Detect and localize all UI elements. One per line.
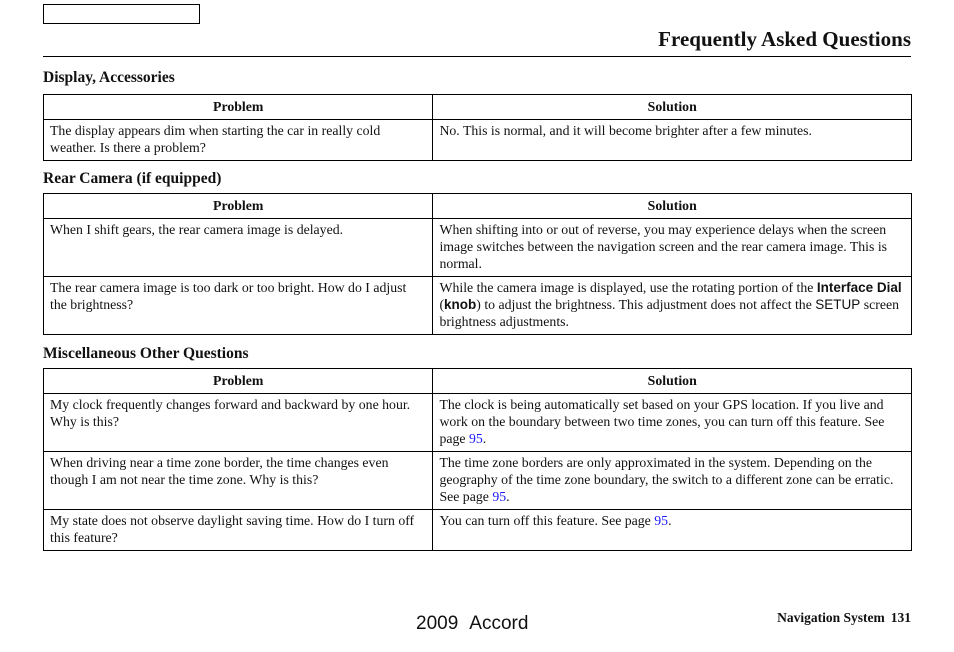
solution-text: ( [439,296,445,312]
solution-cell: The clock is being automatically set based on your GPS location. If you live and work on the boundary between two time zones, you can turn off this feature. See page 95. [433,394,912,452]
table-row [44,452,912,510]
faq-table-misc [43,368,912,551]
table-row [44,394,912,452]
problem-cell: My state does not observe daylight saving time. How do I turn off this feature? [44,510,433,551]
solution-text: While the camera image is displayed, use the rotating portion of the [439,280,817,295]
solution-text: The time zone borders are only approximated in the system. Depending on the geography of the time zone boundary, the switch to a different zone can be erratic. See page [439,455,894,504]
interface-dial-label: Interface Dial [816,280,902,295]
solution-cell: No. This is normal, and it will become brighter after a few minutes. [433,120,912,161]
footer-nav [777,610,911,626]
model-name: Accord [469,613,529,634]
footer-model [416,613,528,635]
header-tab-box [43,4,200,24]
table-row [44,510,912,551]
solution-cell: The time zone borders are only approximated in the system. Depending on the geography of the time zone boundary, the switch to a different zone can be erratic. See page 95. [433,452,912,510]
problem-cell: The rear camera image is too dark or too bright. How do I adjust the brightness? [44,277,433,335]
footer-section-name: Navigation System [777,610,885,625]
page-link[interactable]: 95 [468,430,483,446]
solution-cell [433,277,912,335]
table-row [44,219,912,277]
page-link[interactable]: 95 [492,488,507,504]
column-header-solution: Solution [433,369,912,394]
model-year: 2009 [416,613,459,634]
page-number: 131 [890,610,911,625]
column-header-solution: Solution [433,194,912,219]
faq-table-rear-camera [43,193,912,335]
solution-text: You can turn off this feature. See page [439,513,655,528]
solution-text: screen brightness adjustments. [439,296,899,329]
solution-cell: You can turn off this feature. See page 95. [433,510,912,551]
knob-label: knob [444,296,477,312]
column-header-problem: Problem [44,194,433,219]
section-title-rear-camera: Rear Camera (if equipped) [43,170,222,187]
solution-cell: When shifting into or out of reverse, you may experience delays when the screen image switches between the navigation screen and the rear camera image. This is normal. [433,219,912,277]
table-row [44,120,912,161]
page-link[interactable]: 95 [654,513,669,528]
problem-cell: The display appears dim when starting the car in really cold weather. Is there a problem? [44,120,433,161]
solution-text: The clock is being automatically set based on your GPS location. If you live and work on the boundary between two time zones, you can turn off this feature. See page [439,397,885,446]
setup-label: SETUP [815,296,861,312]
faq-table-display-accessories [43,94,912,161]
solution-text: ) to adjust the brightness. This adjustment does not affect the [476,296,816,312]
column-header-problem: Problem [44,369,433,394]
table-header-row [44,194,912,219]
problem-cell: My clock frequently changes forward and backward by one hour. Why is this? [44,394,433,452]
problem-cell: When driving near a time zone border, the time changes even though I am not near the time zone. Why is this? [44,452,433,510]
column-header-solution: Solution [433,95,912,120]
page-title: Frequently Asked Questions [658,27,911,51]
table-header-row [44,369,912,394]
problem-cell: When I shift gears, the rear camera image is delayed. [44,219,433,277]
title-rule [43,56,911,57]
section-title-misc: Miscellaneous Other Questions [43,345,249,362]
table-row [44,277,912,335]
section-title-display-accessories: Display, Accessories [43,69,175,86]
table-header-row [44,95,912,120]
column-header-problem: Problem [44,95,433,120]
